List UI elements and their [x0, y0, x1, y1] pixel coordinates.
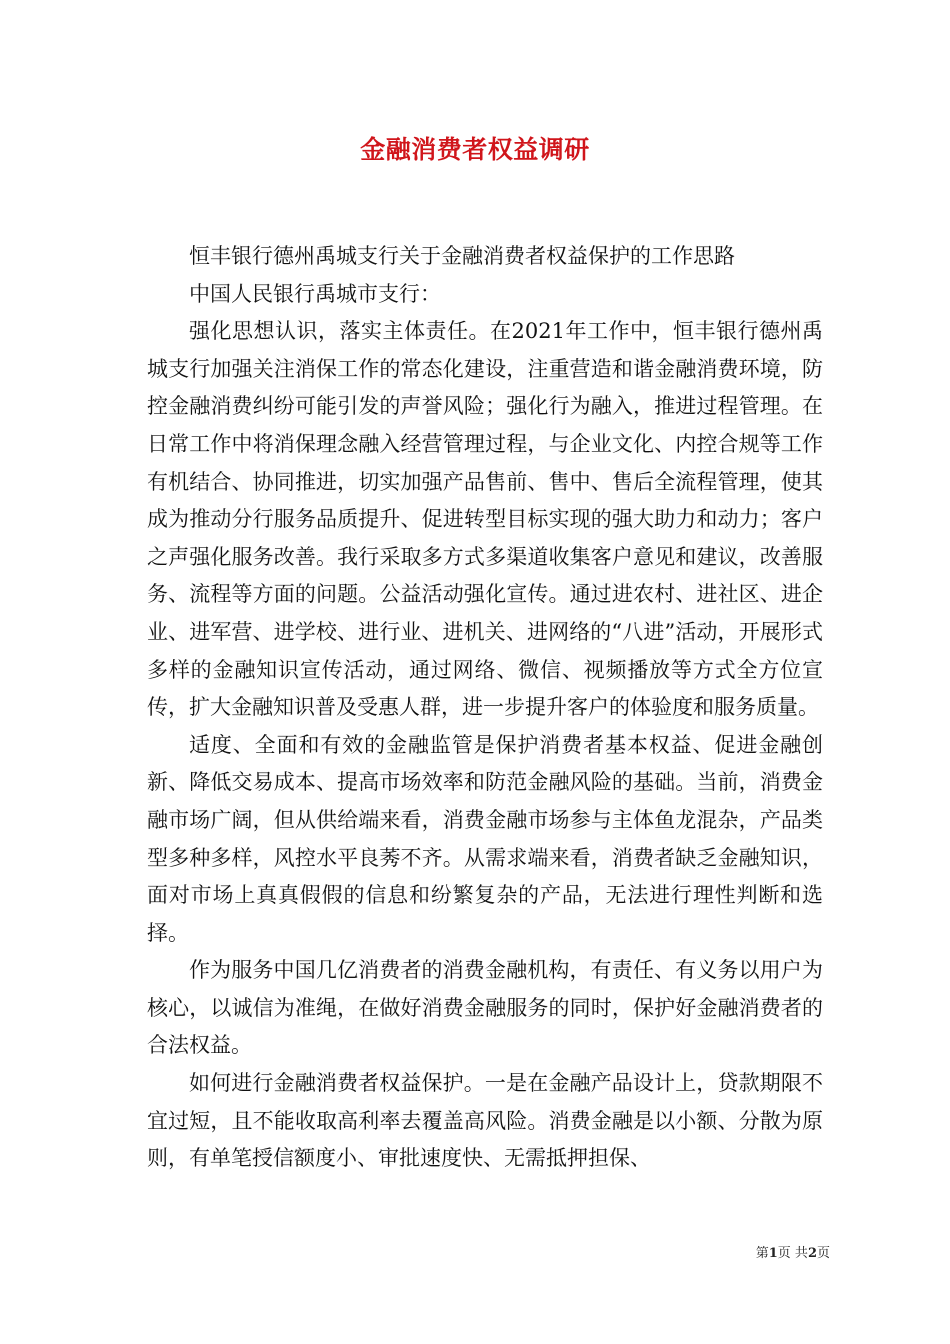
footer-prefix: 第 — [755, 1246, 769, 1261]
document-body — [147, 238, 823, 1178]
document-title: 金融消费者权益调研 — [360, 135, 590, 164]
footer-total-pages: 2 — [807, 1246, 817, 1261]
page-number-footer — [700, 1245, 830, 1263]
body-paragraph-2: 适度、全面和有效的金融监管是保护消费者基本权益、促进金融创新、降低交易成本、提高市场效率和防范金融风险的基础。当前，消费金融市场广阔，但从供给端来看，消费金融市场参与主体鱼龙混杂，产品类型多种多样，风控水平良莠不齐。从需求端来看，消费者缺乏金融知识，面对市场上真真假假的信息和纷繁复杂的产品，无法进行理性判断和选择。 — [147, 732, 823, 945]
footer-suffix: 页 — [816, 1246, 830, 1261]
body-paragraph-4: 如何进行金融消费者权益保护。一是在金融产品设计上，贷款期限不宜过短，且不能收取高利率去覆盖高风险。消费金融是以小额、分散为原则，有单笔授信额度小、审批速度快、无需抵押担保、 — [147, 1071, 823, 1171]
footer-current-page: 1 — [768, 1246, 778, 1261]
body-paragraph-3: 作为服务中国几亿消费者的消费金融机构，有责任、有义务以用户为核心，以诚信为准绳，在做好消费金融服务的同时，保护好金融消费者的合法权益。 — [147, 958, 823, 1058]
document-subtitle: 恒丰银行德州禹城支行关于金融消费者权益保护的工作思路 — [189, 244, 735, 268]
addressee-line: 中国人民银行禹城市支行： — [189, 281, 441, 306]
footer-middle: 页 共 — [777, 1246, 808, 1261]
body-paragraph-1: 强化思想认识，落实主体责任。在2021年工作中，恒丰银行德州禹城支行加强关注消保工作的常态化建设，注重营造和谐金融消费环境，防控金融消费纠纷可能引发的声誉风险；强化行为融入，推进过程管理。在日常工作中将消保理念融入经营管理过程，与企业文化、内控合规等工作有机结合、协同推进，切实加强产品售前、售中、售后全流程管理，使其成为推动分行服务品质提升、促进转型目标实现的强大助力和动力；客户之声强化服务改善。我行采取多方式多渠道收集客户意见和建议，改善服务、流程等方面的问题。公益活动强化宣传。通过进农村、进社区、进企业、进军营、进学校、进行业、进机关、进网络的“八进”活动，开展形式多样的金融知识宣传活动，通过网络、微信、视频播放等方式全方位宣传，扩大金融知识普及受惠人群，进一步提升客户的体验度和服务质量。 — [147, 319, 823, 720]
